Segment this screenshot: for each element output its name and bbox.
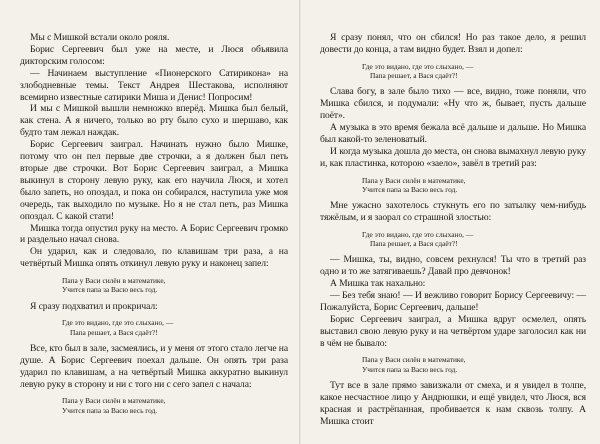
verse-line: Папа решает, а Вася сдаёт?! — [70, 327, 158, 337]
paragraph: Он ударил, как и следовало, по клавишам три раза, а на четвёртый Мишка опять откинул левую руку и наконец запел: — [20, 246, 288, 270]
verse-line: Папа решает, а Вася сдаёт?! — [370, 71, 458, 81]
paragraph: Мишка тогда опустил руку на место. А Борис Сергеевич громко и раздельно начал снова. — [20, 222, 288, 246]
paragraph: Борис Сергеевич был уже на месте, и Люся объявила дикторским голосом: — [20, 43, 288, 67]
verse-quote — [362, 230, 586, 248]
verse-line: Папа у Васи силён в математике, — [62, 276, 166, 286]
paragraph: И когда музыка дошла до места, он снова вымахнул левую руку и, как пластинка, которою «заело», завёл в третий раз: — [320, 145, 586, 169]
paragraph: Мы с Мишкой встали около рояля. — [30, 32, 170, 43]
paragraph: Слава богу, в зале было тихо — все, видно, тоже поняли, что Мишка сбился, и подумали: «Ну что ж, бывает, пусть дальше поёт». — [320, 86, 586, 122]
right-page — [300, 0, 600, 444]
verse-line: Папа у Васи силён в математике, — [362, 355, 466, 365]
paragraph: — Без тебя знаю! — И вежливо говорит Борису Сергеевичу: — Пожалуйста, Борис Сергеевич, дальше! — [320, 289, 586, 313]
paragraph: А музыка в это время бежала всё дальше и дальше. Но Мишка был какой-то зеленоватый. — [320, 121, 586, 145]
paragraph: Я сразу подхватил и прокричал: — [30, 300, 158, 312]
verse-line: Учится папа за Васю весь год. — [362, 364, 458, 374]
paragraph: Тут все в зале прямо завизжали от смеха, и я увидел в толпе, какое несчастное лицо у Андрюшки, и ещё увидел, что Люся, вся красная и растрёпанная, пробивается к нам сквозь толпу. А Мишка стоит — [320, 379, 586, 427]
verse-line: Где это видано, где это слыхано, — — [362, 229, 474, 239]
paragraph: А Мишка так нахально: — [330, 278, 426, 289]
paragraph: Мне ужасно захотелось стукнуть его по затылку чем-нибудь тяжёлым, и я заорал со страшной злостью: — [320, 199, 586, 223]
verse-quote — [362, 176, 586, 194]
verse-line: Папа решает, а Вася сдаёт?! — [370, 238, 458, 248]
paragraph: — Начинаем выступление «Пионерского Сатирикона» на злободневные темы. Текст Андрея Шестакова, исполняют всемирно известные сатирики Миша и Денис! Попросим! — [20, 67, 288, 103]
verse-quote — [62, 276, 288, 294]
verse-quote — [362, 355, 586, 373]
verse-quote — [362, 62, 586, 80]
verse-line: Где это видано, где это слыхано, — — [362, 61, 474, 71]
paragraph: Борис Сергеевич заиграл. Начинать нужно было Мишке, потому что он пел первые две строчки, а я должен был петь вторые две строчки. Вот Борис Сергеевич заиграл, а Мишка выкинул в сторону левую руку, как его научила Люся, и хотел было запеть, но опоздал, и пока он собирался, наступила уже моя очередь, так выходило по музыке. Но я не стал петь, раз Мишка опоздал. С какой стати! — [20, 139, 288, 222]
paragraph: Борис Сергеевич заиграл, а Мишка вдруг осмелел, опять выставил свою левую руку и на четвёртом ударе заголосил как ни в чём не бывало: — [320, 313, 586, 349]
verse-line: Где это видано, где это слыхано, — — [62, 318, 174, 328]
paragraph: Я сразу понял, что он сбился! Но раз такое дело, я решил довести до конца, а там видно будет. Взял и допел: — [320, 32, 586, 55]
verse-line: Учится папа за Васю весь год. — [362, 184, 458, 194]
verse-line: Папа у Васи силён в математике, — [62, 396, 166, 406]
paragraph: — Мишка, ты, видно, совсем рехнулся! Ты что в третий раз одно и то же затягиваешь? Давай про девчонок! — [320, 254, 586, 278]
verse-quote — [62, 318, 288, 336]
verse-line: Папа у Васи силён в математике, — [362, 175, 466, 185]
verse-quote — [62, 396, 288, 414]
verse-line: Учится папа за Васю весь год. — [62, 285, 158, 295]
paragraph: Все, кто был в зале, засмеялись, и у меня от этого стало легче на душе. А Борис Сергеевич поехал дальше. Он опять три раза ударил по клавишам, а на четвёртый Мишка аккуратно выкинул левую руку в сторону и ни с того ни с сего запел с начала: — [20, 342, 288, 390]
verse-line: Учится папа за Васю весь год. — [62, 405, 158, 415]
paragraph: И мы с Мишкой вышли немножко вперёд. Мишка был белый, как стена. А я ничего, только во рту было сухо и шершаво, как будто там лежал наждак. — [20, 103, 288, 139]
